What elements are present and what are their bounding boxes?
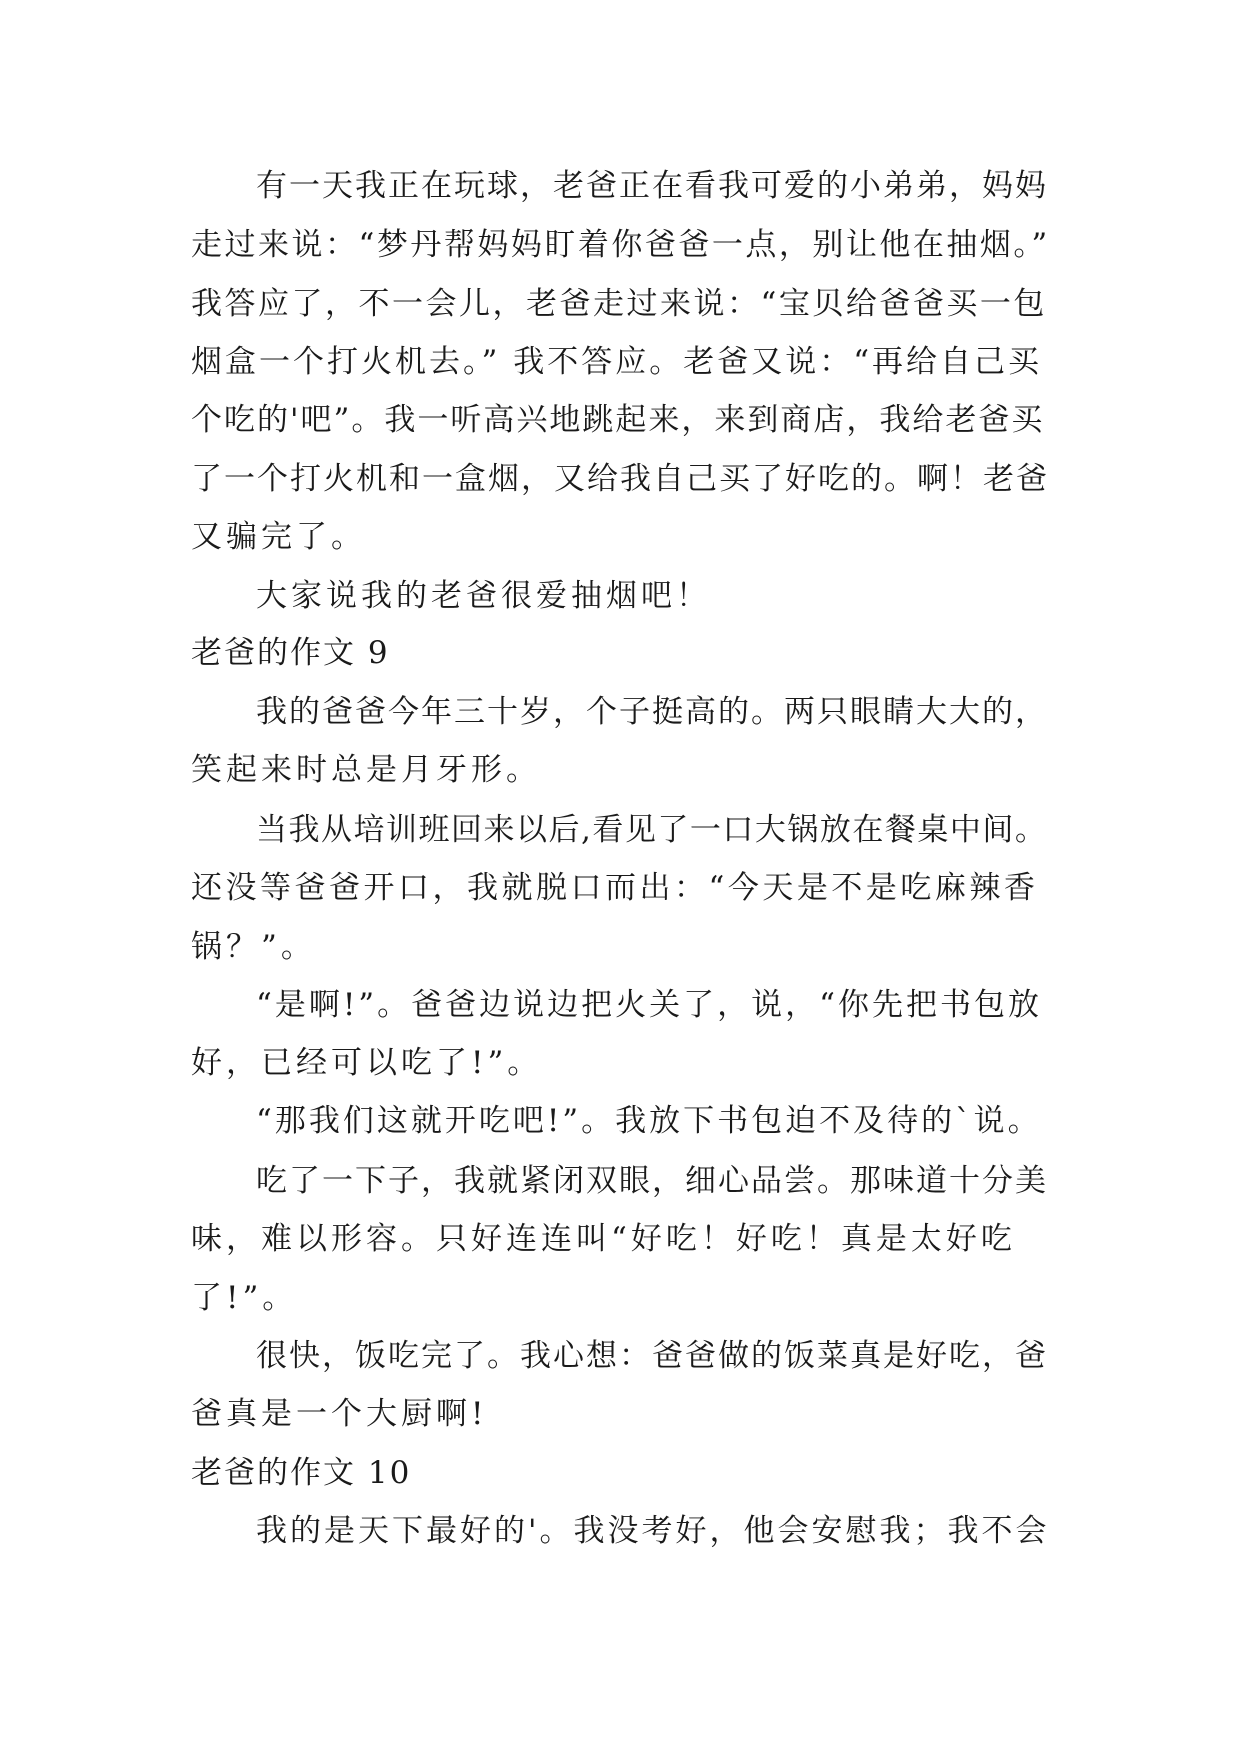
section-heading: 老爸的作文 9 — [191, 635, 390, 671]
text-line: 很快，饭吃完了。我心想：爸爸做的饭菜真是好吃，爸 — [256, 1338, 1048, 1374]
text-line: 个吃的'吧”。我一听高兴地跳起来，来到商店，我给老爸买 — [191, 402, 1045, 438]
text-line: 笑起来时总是月牙形。 — [191, 752, 541, 788]
text-line: 当我从培训班回来以后,看见了一口大锅放在餐桌中间。 — [256, 812, 1048, 848]
text-line: 了!”。 — [191, 1280, 298, 1316]
text-line: 又骗完了。 — [191, 519, 366, 555]
text-line: “那我们这就开吃吧!”。我放下书包迫不及待的`说。 — [256, 1103, 1042, 1139]
text-line: 我的爸爸今年三十岁，个子挺高的。两只眼睛大大的， — [256, 694, 1048, 730]
text-line: 还没等爸爸开口，我就脱口而出：“今天是不是吃麻辣香 — [191, 870, 1039, 906]
text-line: 我答应了，不一会儿，老爸走过来说：“宝贝给爸爸买一包 — [191, 286, 1047, 322]
text-line: 锅？”。 — [191, 929, 316, 965]
text-line: “是啊!”。爸爸边说边把火关了，说，“你先把书包放 — [256, 987, 1042, 1023]
text-line: 大家说我的老爸很爱抽烟吧！ — [256, 578, 711, 614]
text-line: 味，难以形容。只好连连叫“好吃！好吃！真是太好吃 — [191, 1221, 1016, 1257]
text-line: 吃了一下子，我就紧闭双眼，细心品尝。那味道十分美 — [256, 1163, 1048, 1199]
text-line: 好，已经可以吃了!”。 — [191, 1045, 543, 1081]
section-heading: 老爸的作文 10 — [191, 1455, 412, 1491]
text-line: 了一个打火机和一盒烟，又给我自己买了好吃的。啊！老爸 — [191, 461, 1049, 497]
text-line: 我的是天下最好的'。我没考好，他会安慰我；我不会 — [256, 1513, 1050, 1549]
text-line: 有一天我正在玩球，老爸正在看我可爱的小弟弟，妈妈 — [256, 168, 1048, 204]
text-line: 爸真是一个大厨啊! — [191, 1396, 488, 1432]
text-line: 走过来说：“梦丹帮妈妈盯着你爸爸一点，别让他在抽烟。” — [191, 227, 1050, 263]
text-line: 烟盒一个打火机去。” 我不答应。老爸又说：“再给自己买 — [191, 344, 1043, 380]
